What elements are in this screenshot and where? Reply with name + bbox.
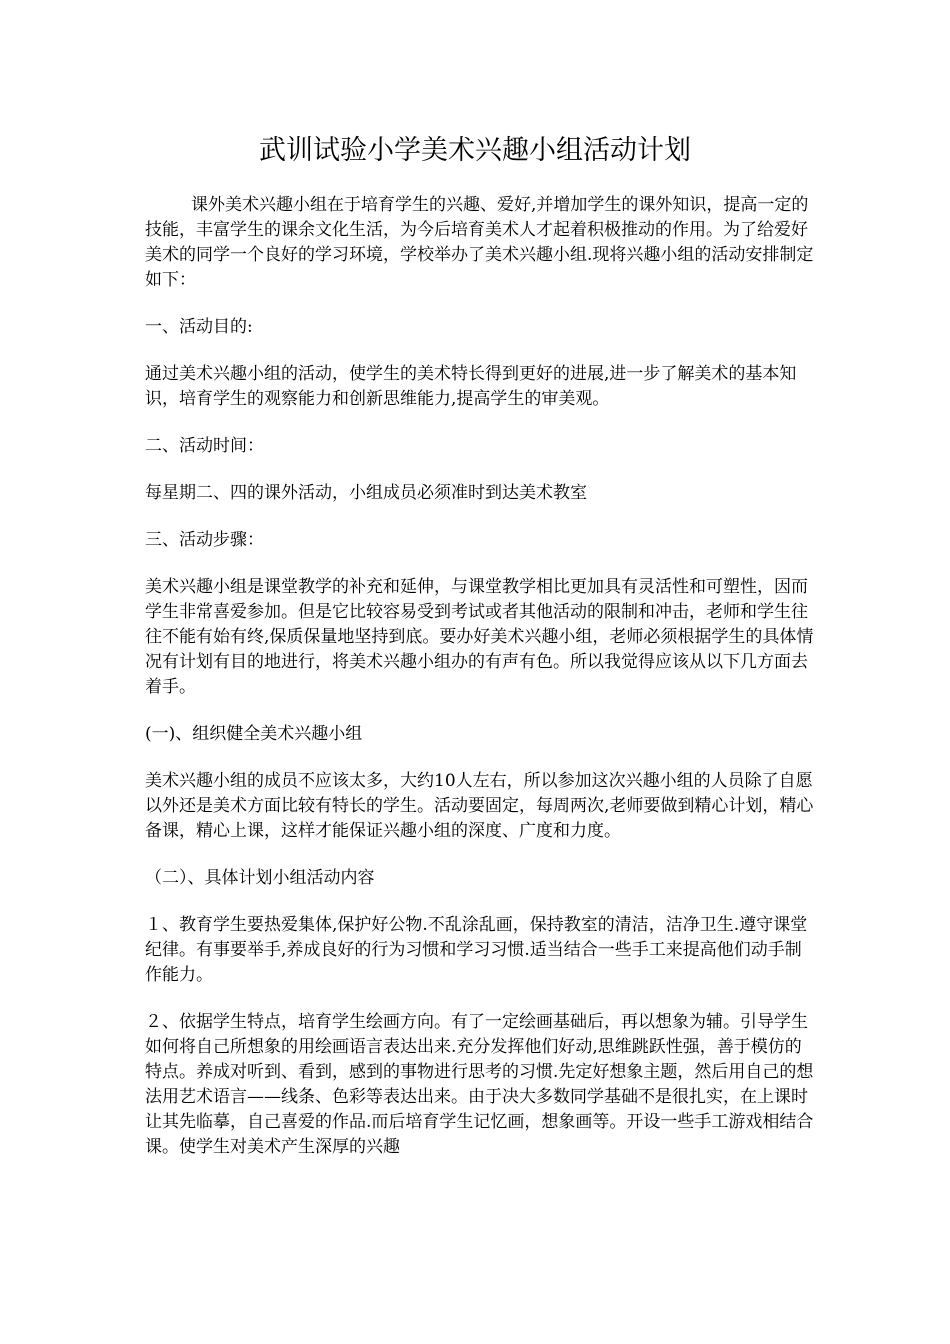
section-3-body: 美术兴趣小组是课堂教学的补充和延伸，与课堂教学相比更加具有灵活性和可塑性，因而学生非常喜爱参加。但是它比较容易受到考试或者其他活动的限制和冲击，老师和学生往往不能有始有终,保质保量地坚持到底。要办好美术兴趣小组，老师必须根据学生的具体情况有计划有目的地进行，将美术兴趣小组办的有声有色。所以我觉得应该从以下几方面去着手。 (145, 577, 814, 697)
subsection-1-heading: (一)、组织健全美术兴趣小组 (145, 724, 363, 744)
plan-item-2: ２、依据学生特点，培育学生绘画方向。有了一定绘画基础后，再以想象为辅。引导学生如何将自己所想象的用绘画语言表达出来.充分发挥他们好动,思维跳跃性强，善于模仿的特点。养成对听到、看到，感到的事物进行思考的习惯.先定好想象主题，然后用自己的想法用艺术语言——线条、色彩等表达出来。由于决大多数同学基础不是很扎实，在上课时让其先临摹，自己喜爱的作品.而后培育学生记忆画，想象画等。开设一些手工游戏相结合课。使学生对美术产生深厚的兴趣 (145, 1012, 814, 1157)
subsection-1-body: 美术兴趣小组的成员不应该太多，大约10人左右，所以参加这次兴趣小组的人员除了自愿以外还是美术方面比较有特长的学生。活动要固定，每周两次,老师要做到精心计划，精心备课，精心上课，这样才能保证兴趣小组的深度、广度和力度。 (145, 771, 814, 841)
section-2-heading: 二、活动时间： (145, 436, 264, 456)
section-2-body: 每星期二、四的课外活动，小组成员必须准时到达美术教室 (145, 483, 587, 503)
intro-paragraph: 课外美术兴趣小组在于培育学生的兴趣、爱好,并增加学生的课外知识，提高一定的技能，丰富学生的课余文化生活，为今后培育美术人才起着积极推动的作用。为了给爱好美术的同学一个良好的学习环境，学校举办了美术兴趣小组.现将兴趣小组的活动安排制定如下： (145, 195, 814, 290)
subsection-2-heading: （二）、具体计划小组活动内容 (145, 868, 375, 888)
document-title: 武训试验小学美术兴趣小组活动计划 (259, 135, 691, 166)
document-body (145, 193, 817, 1182)
section-3-heading: 三、活动步骤： (145, 530, 264, 550)
section-1-heading: 一、活动目的: (145, 317, 253, 337)
section-1-body: 通过美术兴趣小组的活动，使学生的美术特长得到更好的进展,进一步了解美术的基本知识，培育学生的观察能力和创新思维能力,提高学生的审美观。 (145, 364, 797, 409)
plan-item-1: １、教育学生要热爱集体,保护好公物.不乱涂乱画，保持教室的清洁，洁净卫生.遵守课堂纪律。有事要举手,养成良好的行为习惯和学习习惯.适当结合一些手工来提高他们动手制作能力。 (145, 915, 808, 985)
